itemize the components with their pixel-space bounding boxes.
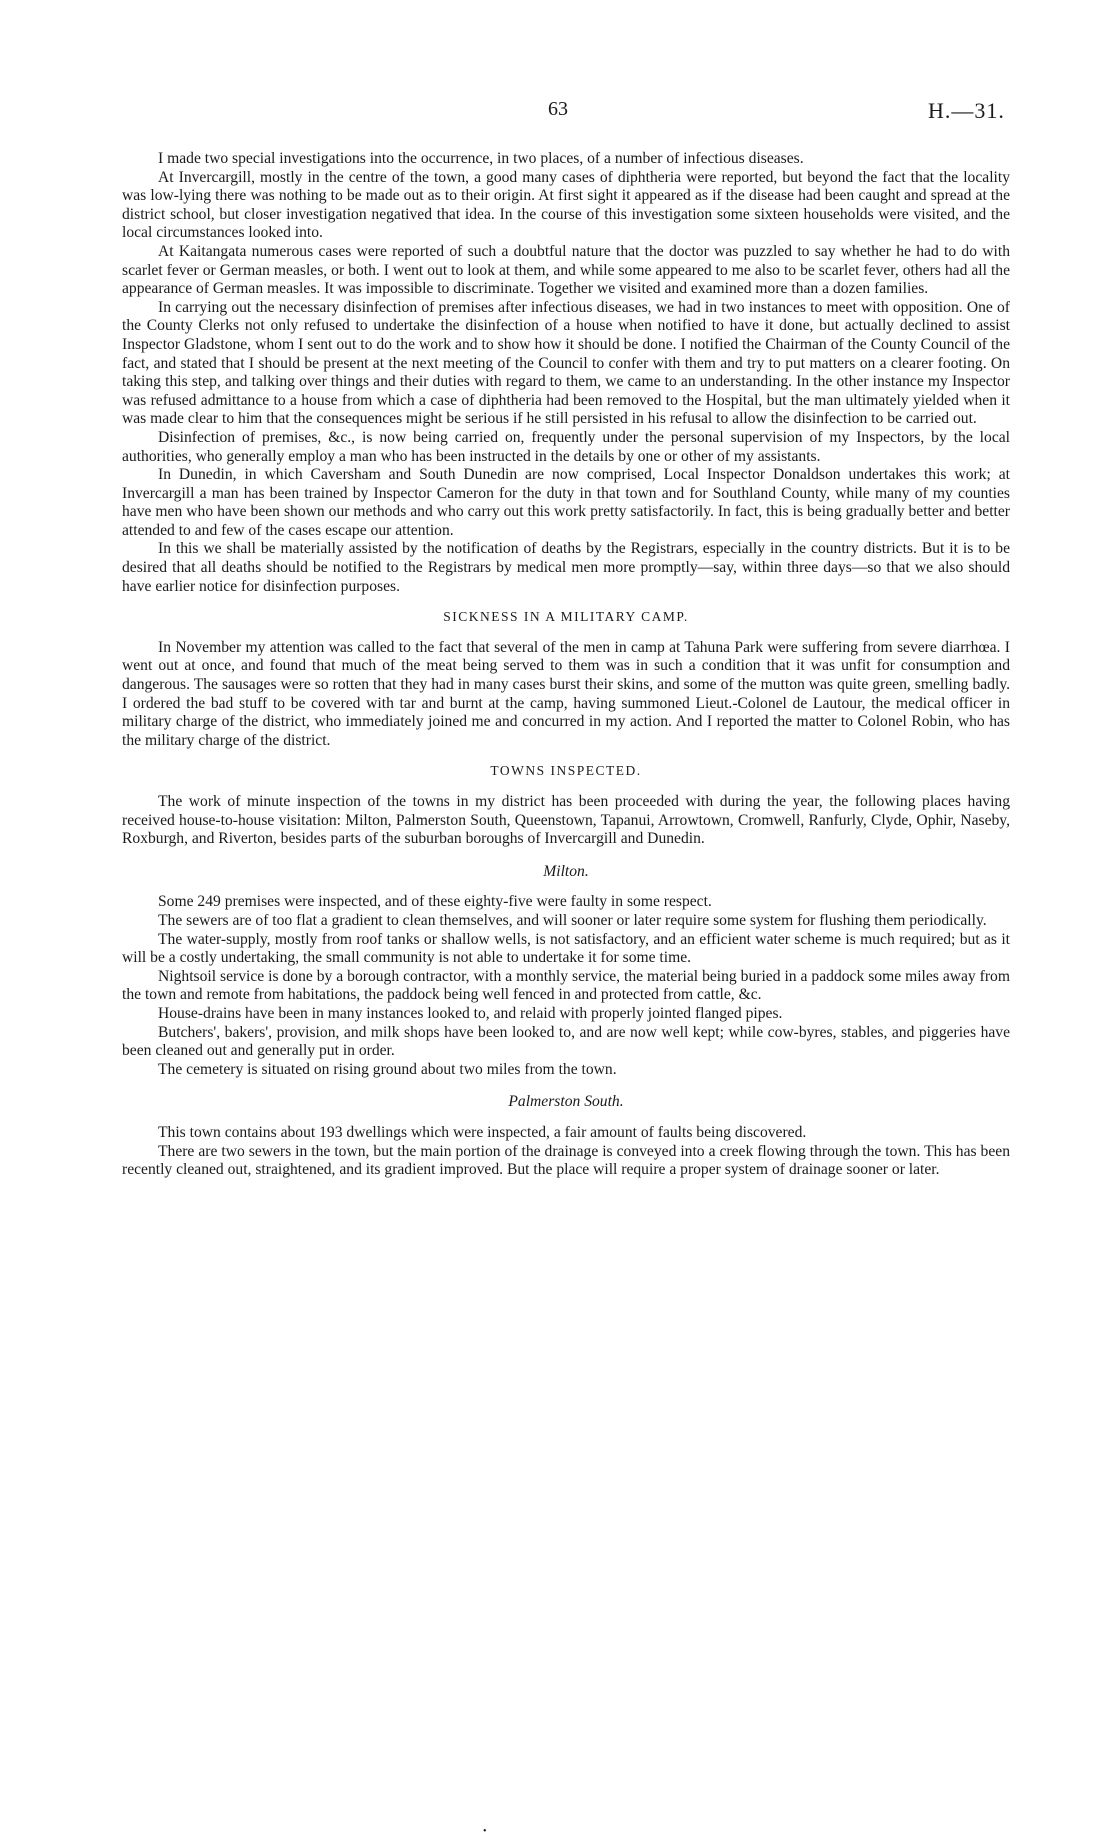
section-heading: Milton. [543, 862, 589, 880]
paragraph: In carrying out the necessary disinfection of premises after infectious diseases, we had in two instances to meet with opposition. One of the County Clerks not only refused to undertake the disinfection of a house when notified to have it done, but actually declined to assist Inspector Gladstone, whom I sent out to do the work and to show how it should be done. I notified the Chairman of the County Council of the fact, and stated that I should be present at the next meeting of the Council to confer with them and try to put matters on a clearer footing. On taking this step, and talking over things and their duties with regard to them, we came to an understanding. In the other instance my Inspector was refused admittance to a house from which a case of diphtheria had been removed to the Hospital, but the man ultimately yielded when it was made clear to him that the consequences might be serious if he still persisted in his refusal to allow the disinfection to be carried out. [122, 298, 1010, 428]
paragraph: Disinfection of premises, &c., is now being carried on, frequently under the personal supervision of my Inspectors, by the local authorities, who generally employ a man who has been instructed in the details by one or other of my assistants. [122, 428, 1010, 465]
page-header [0, 98, 1114, 128]
document-reference: H.—31. [928, 98, 1005, 123]
paragraph: In this we shall be materially assisted by the notification of deaths by the Registrars, especially in the country districts. But it is to be desired that all deaths should be notified to the Registrars by medical men more promptly—say, within three days—so that we also should have earlier notice for disinfection purposes. [122, 540, 1010, 595]
paragraph: The cemetery is situated on rising ground about two miles from the town. [158, 1060, 617, 1078]
paragraph: In November my attention was called to the fact that several of the men in camp at Tahuna Park were suffering from severe diarrhœa. I went out at once, and found that much of the meat being served to them was in such a condition that it was unfit for consumption and dangerous. The sausages were so rotten that they had in many cases burst their skins, and some of the mutton was quite green, smelling badly. I ordered the bad stuff to be covered with tar and burnt at the camp, having summoned Lieut.-Colonel de Lautour, the medical officer in military charge of the district, who immediately joined me and concurred in my action. And I reported the matter to Colonel Robin, who has the military charge of the district. [122, 638, 1010, 749]
section-heading: SICKNESS IN A MILITARY CAMP. [443, 609, 689, 625]
paragraph: I made two special investigations into the occurrence, in two places, of a number of infectious diseases. [158, 150, 804, 167]
page-number: 63 [548, 98, 568, 120]
paragraph: In Dunedin, in which Caversham and South Dunedin are now comprised, Local Inspector Donaldson undertakes this work; at Invercargill a man has been trained by Inspector Cameron for the duty in that town and for Southland County, while many of my counties have men who have been shown our methods and who carry out this work pretty satisfactorily. In fact, this is being gradually better and better attended to and few of the cases escape our attention. [122, 466, 1010, 539]
section-heading: Palmerston South. [508, 1093, 624, 1111]
section-heading: TOWNS INSPECTED. [490, 763, 642, 779]
paragraph: Nightsoil service is done by a borough contractor, with a monthly service, the material being buried in a paddock some miles away from the town and remote from habitations, the paddock being well fenced in and protected from cattle, &c. [122, 967, 1010, 1004]
footer-mark: • [483, 1826, 487, 1837]
paragraph: The work of minute inspection of the towns in my district has been proceeded with during the year, the following places having received house-to-house visitation: Milton, Palmerston South, Queenstown, Tapanui, Arrowtown, Cromwell, Ranfurly, Clyde, Ophir, Naseby, Roxburgh, and Riverton, besides parts of the suburban boroughs of Invercargill and Dunedin. [122, 793, 1010, 848]
paragraph: Some 249 premises were inspected, and of these eighty-five were faulty in some respect. [158, 893, 712, 911]
paragraph: At Invercargill, mostly in the centre of the town, a good many cases of diphtheria were reported, but beyond the fact that the locality was low-lying there was nothing to be made out as to their origin. At first sight it appeared as if the disease had been caught and spread at the district school, but closer investigation negatived that idea. In the course of this investigation some sixteen households were visited, and the local circumstances looked into. [122, 168, 1010, 242]
paragraph: Butchers', bakers', provision, and milk shops have been looked to, and are now well kept; while cow-byres, stables, and piggeries have been cleaned out and generally put in order. [122, 1023, 1010, 1060]
document-body [122, 150, 1010, 1180]
paragraph: The sewers are of too flat a gradient to clean themselves, and will sooner or later require some system for flushing them periodically. [158, 911, 987, 929]
paragraph: House-drains have been in many instances looked to, and relaid with properly jointed flanged pipes. [158, 1004, 783, 1022]
paragraph: The water-supply, mostly from roof tanks or shallow wells, is not satisfactory, and an efficient water scheme is much required; but as it will be a costly undertaking, the small community is not able to undertake it for some time. [122, 930, 1010, 967]
paragraph: At Kaitangata numerous cases were reported of such a doubtful nature that the doctor was puzzled to say whether he had to do with scarlet fever or German measles, or both. I went out to look at them, and while some appeared to me also to be scarlet fever, others had all the appearance of German measles. It was impossible to discriminate. Together we visited and examined more than a dozen families. [122, 242, 1010, 298]
paragraph: This town contains about 193 dwellings which were inspected, a fair amount of faults being discovered. [158, 1123, 807, 1141]
paragraph: There are two sewers in the town, but the main portion of the drainage is conveyed into a creek flowing through the town. This has been recently cleaned out, straightened, and its gradient improved. But the place will require a proper system of drainage sooner or later. [122, 1142, 1010, 1179]
